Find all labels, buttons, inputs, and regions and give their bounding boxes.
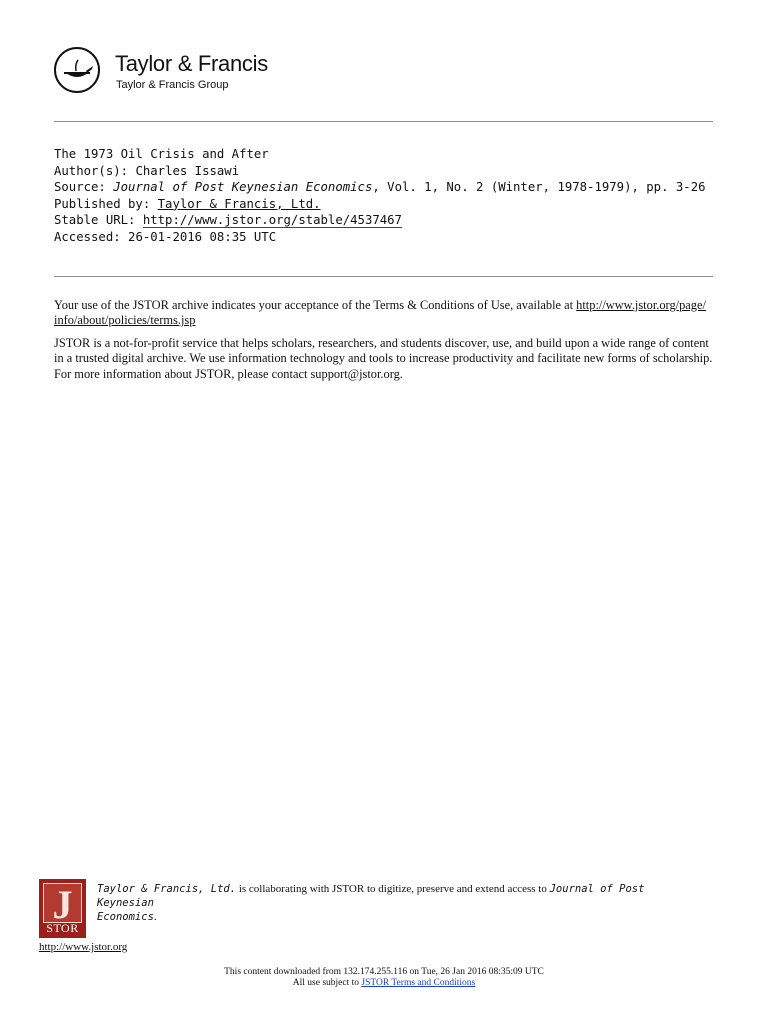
source-journal: Journal of Post Keynesian Economics: [113, 180, 373, 195]
jstor-logo-letter: J: [52, 882, 73, 927]
publisher-link[interactable]: Taylor & Francis, Ltd.: [157, 196, 321, 211]
article-title: The 1973 Oil Crisis and After: [54, 147, 269, 161]
stable-url-link[interactable]: http://www.jstor.org/stable/4537467: [142, 213, 402, 228]
article-accessed: [54, 229, 706, 246]
terms-text: Your use of the JSTOR archive indicates your acceptance of the Terms & Conditions of Use, available at: [54, 298, 577, 312]
lamp-icon: [56, 49, 98, 91]
header-divider: [54, 121, 713, 122]
jstor-logo-emblem: [43, 882, 82, 927]
jstor-logo-word: STOR: [46, 921, 79, 935]
article-stable-url: [54, 212, 706, 229]
article-source: [54, 179, 706, 196]
terms-link-part2: info/about/policies/terms.jsp: [54, 313, 196, 328]
jstor-home-link[interactable]: http://www.jstor.org: [39, 941, 128, 953]
terms-paragraph: [54, 298, 724, 329]
article-publisher: [54, 196, 706, 213]
footer-terms-link[interactable]: JSTOR Terms and Conditions: [361, 978, 476, 988]
footer-prefix: All use subject to: [292, 978, 362, 988]
terms-notice: [54, 298, 724, 389]
source-details: , Vol. 1, No. 2 (Winter, 1978-1979), pp. 3-26: [372, 180, 706, 195]
jstor-logo[interactable]: [39, 879, 86, 938]
about-line-2: in a trusted digital archive. We use information technology and tools to increase productivity and facilitate new forms of scholarship.: [54, 351, 713, 366]
metadata-divider: [54, 276, 713, 277]
collab-period: .: [153, 911, 157, 923]
accessed-label: Accessed:: [54, 229, 121, 244]
published-label: Published by:: [54, 196, 151, 211]
jstor-about-paragraph: [54, 336, 724, 382]
collab-journal-1: Journal of Post Keynesian: [97, 883, 645, 909]
footer-line-2: [0, 978, 768, 989]
publisher-logo: [54, 47, 100, 93]
publisher-name: Taylor & Francis: [115, 51, 268, 76]
collab-journal-2: Economics: [97, 911, 154, 923]
terms-link-part1: http://www.jstor.org/page/: [576, 298, 706, 312]
source-label: Source:: [54, 180, 106, 195]
accessed-value: 26-01-2016 08:35 UTC: [128, 229, 277, 244]
publisher-group: Taylor & Francis Group: [116, 79, 229, 91]
authors-value: Charles Issawi: [135, 163, 240, 178]
article-authors: [54, 163, 706, 180]
collaboration-notice: [97, 882, 697, 924]
footer-line-1: This content downloaded from 132.174.255.116 on Tue, 26 Jan 2016 08:35:09 UTC: [224, 967, 544, 977]
download-footer: [0, 967, 768, 989]
about-line-3: For more information about JSTOR, please contact support@jstor.org.: [54, 366, 403, 381]
article-metadata: [54, 146, 706, 246]
stable-url-label: Stable URL:: [54, 213, 136, 228]
collab-publisher: Taylor & Francis, Ltd.: [97, 883, 237, 895]
collab-text: is collaborating with JSTOR to digitize, preserve and extend access to: [236, 883, 550, 895]
authors-label: Author(s):: [54, 163, 129, 178]
about-line-1: JSTOR is a not-for-profit service that helps scholars, researchers, and students discover, use, and build upon a wide range of content: [54, 335, 709, 350]
